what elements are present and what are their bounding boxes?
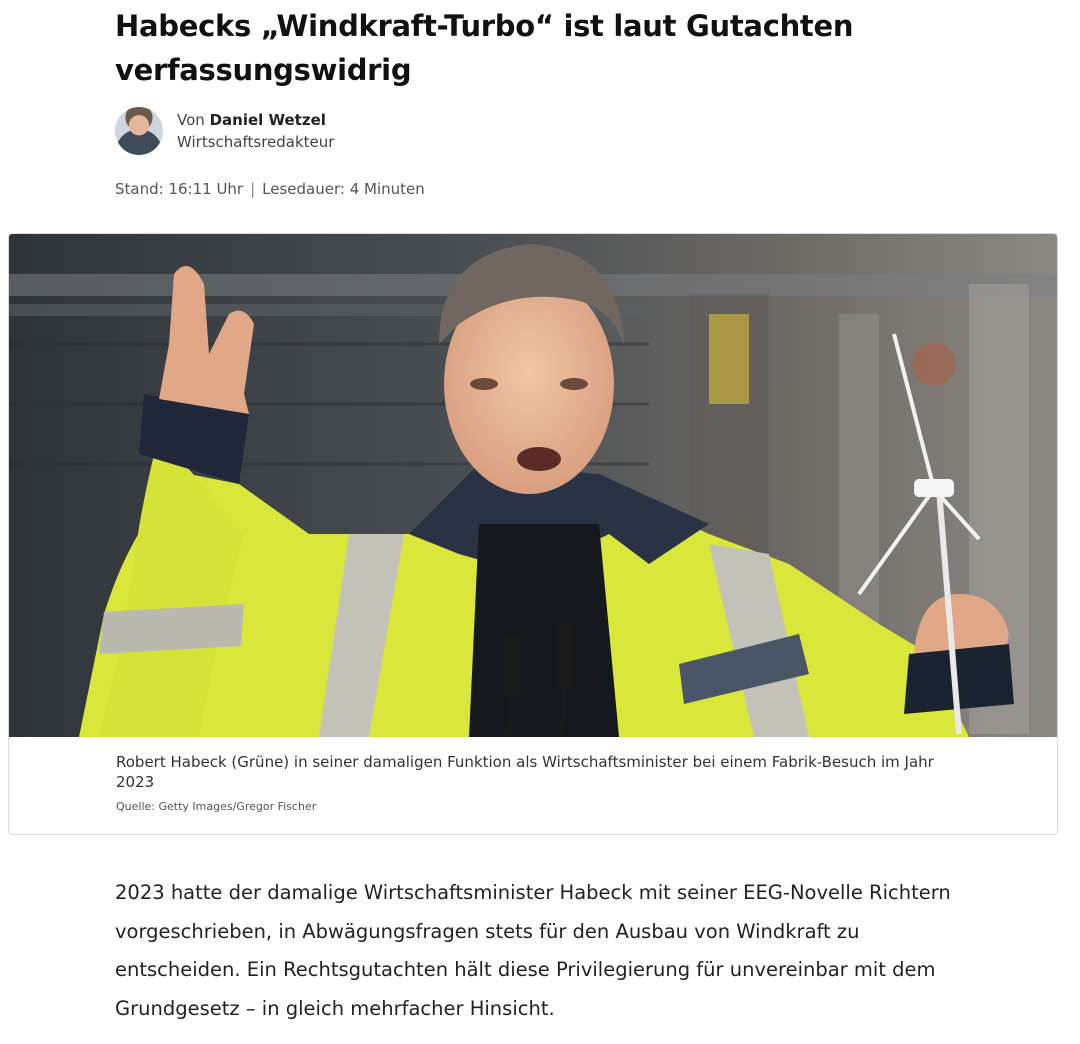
author-line [177,109,334,131]
author-name-link[interactable]: Daniel Wetzel [209,111,326,129]
hero-photo-illustration [9,234,1058,737]
author-role: Wirtschaftsredakteur [177,133,335,151]
article-meta [115,180,425,198]
article-headline: Habecks „Windkraft-Turbo“ ist laut Gutachten verfassungswidrig [115,9,854,87]
hero-image[interactable] [9,234,1058,737]
author-prefix: Von [177,111,205,129]
figure-caption: Robert Habeck (Grüne) in seiner damaligen Funktion als Wirtschaftsminister bei einem Fabrik-Besuch im Jahr 2023 [116,753,934,791]
reading-time: Lesedauer: 4 Minuten [262,180,425,198]
article-lead: 2023 hatte der damalige Wirtschaftsminister Habeck mit seiner EEG-Novelle Richtern vorgeschrieben, in Abwägungsfragen stets für den Ausbau von Windkraft zu entscheiden. Ein Rechtsgutachten hält diese Privilegierung für unvereinbar mit dem Grundgesetz – in gleich mehrfacher Hinsicht. [115,881,951,1020]
author-avatar[interactable] [115,107,163,155]
image-credit: Quelle: Getty Images/Gregor Fischer [116,800,317,813]
author-info [177,109,334,153]
timestamp: Stand: 16:11 Uhr [115,180,244,198]
author-block[interactable] [115,107,334,155]
meta-separator: | [250,180,256,198]
article-figure [8,233,1058,835]
